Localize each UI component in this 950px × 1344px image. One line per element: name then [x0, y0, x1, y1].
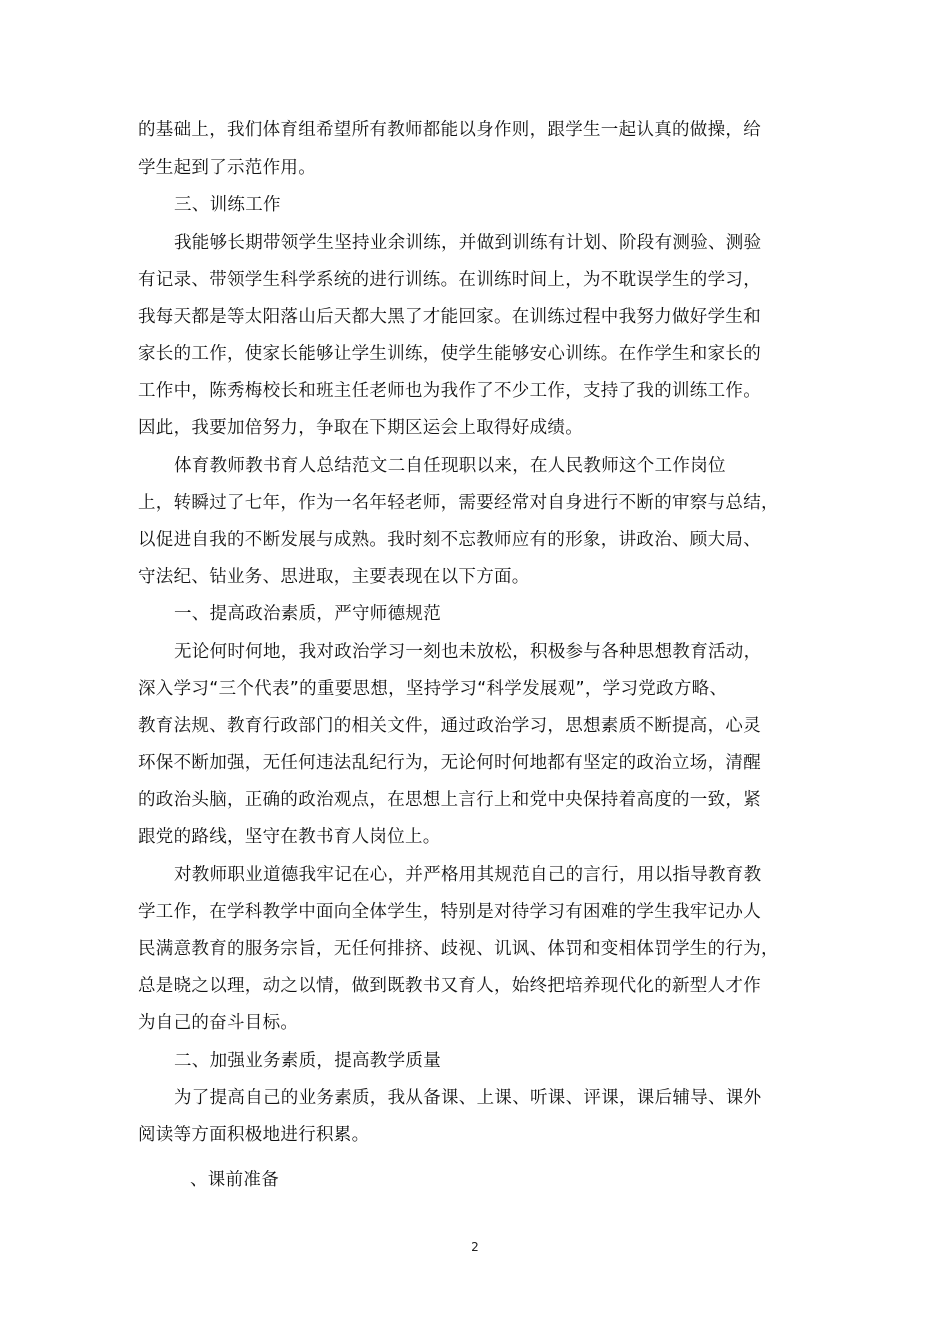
- text-line: 教育法规、教育行政部门的相关文件，通过政治学习，思想素质不断提高，心灵: [138, 716, 761, 736]
- text-line: 以促进自我的不断发展与成熟。我时刻不忘教师应有的形象，讲政治、顾大局、: [138, 530, 761, 550]
- text-line: 总是晓之以理，动之以情，做到既教书又育人，始终把培养现代化的新型人才作: [138, 976, 761, 996]
- text-line: 环保不断加强，无任何违法乱纪行为，无论何时何地都有坚定的政治立场，清醒: [138, 753, 761, 773]
- text-line: 的政治头脑，正确的政治观点，在思想上言行上和党中央保持着高度的一致，紧: [138, 790, 761, 810]
- text-line: 因此，我要加倍努力，争取在下期区运会上取得好成绩。: [138, 418, 583, 438]
- text-line: 为自己的奋斗目标。: [138, 1013, 299, 1033]
- text-line: 学工作，在学科教学中面向全体学生，特别是对待学习有困难的学生我牢记办人: [138, 902, 761, 922]
- sub-heading: 、课前准备: [190, 1170, 279, 1190]
- text-line: 家长的工作，使家长能够让学生训练，使学生能够安心训练。在作学生和家长的: [138, 344, 761, 364]
- text-line: 我每天都是等太阳落山后天都大黑了才能回家。在训练过程中我努力做好学生和: [138, 307, 761, 327]
- text-line: 深入学习“三个代表”的重要思想，坚持学习“科学发展观”，学习党政方略、: [138, 679, 728, 699]
- text-line: 阅读等方面积极地进行积累。: [138, 1125, 370, 1145]
- text-line: 上，转瞬过了七年，作为一名年轻老师，需要经常对自身进行不断的审察与总结，: [138, 493, 779, 513]
- text-line: 体育教师教书育人总结范文二自任现职以来，在人民教师这个工作岗位: [174, 456, 726, 476]
- text-line: 有记录、带领学生科学系统的进行训练。在训练时间上，为不耽误学生的学习，: [138, 270, 761, 290]
- text-line: 跟党的路线，坚守在教书育人岗位上。: [138, 827, 441, 847]
- text-line: 民满意教育的服务宗旨，无任何排挤、歧视、讥讽、体罚和变相体罚学生的行为，: [138, 939, 779, 959]
- page-number: 2: [471, 1240, 479, 1254]
- text-line: 的基础上，我们体育组希望所有教师都能以身作则，跟学生一起认真的做操，给: [138, 120, 761, 140]
- text-line: 学生起到了示范作用。: [138, 158, 316, 178]
- text-line: 无论何时何地，我对政治学习一刻也未放松，积极参与各种思想教育活动，: [174, 642, 762, 662]
- text-line: 对教师职业道德我牢记在心，并严格用其规范自己的言行，用以指导教育教: [174, 865, 762, 885]
- text-line: 守法纪、钻业务、思进取，主要表现在以下方面。: [138, 567, 530, 587]
- text-line: 为了提高自己的业务素质，我从备课、上课、听课、评课，课后辅导、课外: [174, 1088, 762, 1108]
- text-line: 我能够长期带领学生坚持业余训练，并做到训练有计划、阶段有测验、测验: [174, 233, 762, 253]
- section-heading: 三、训练工作: [174, 195, 281, 215]
- text-line: 工作中，陈秀梅校长和班主任老师也为我作了不少工作，支持了我的训练工作。: [138, 381, 761, 401]
- section-heading: 二、加强业务素质，提高教学质量: [174, 1051, 441, 1071]
- section-heading: 一、提高政治素质，严守师德规范: [174, 604, 441, 624]
